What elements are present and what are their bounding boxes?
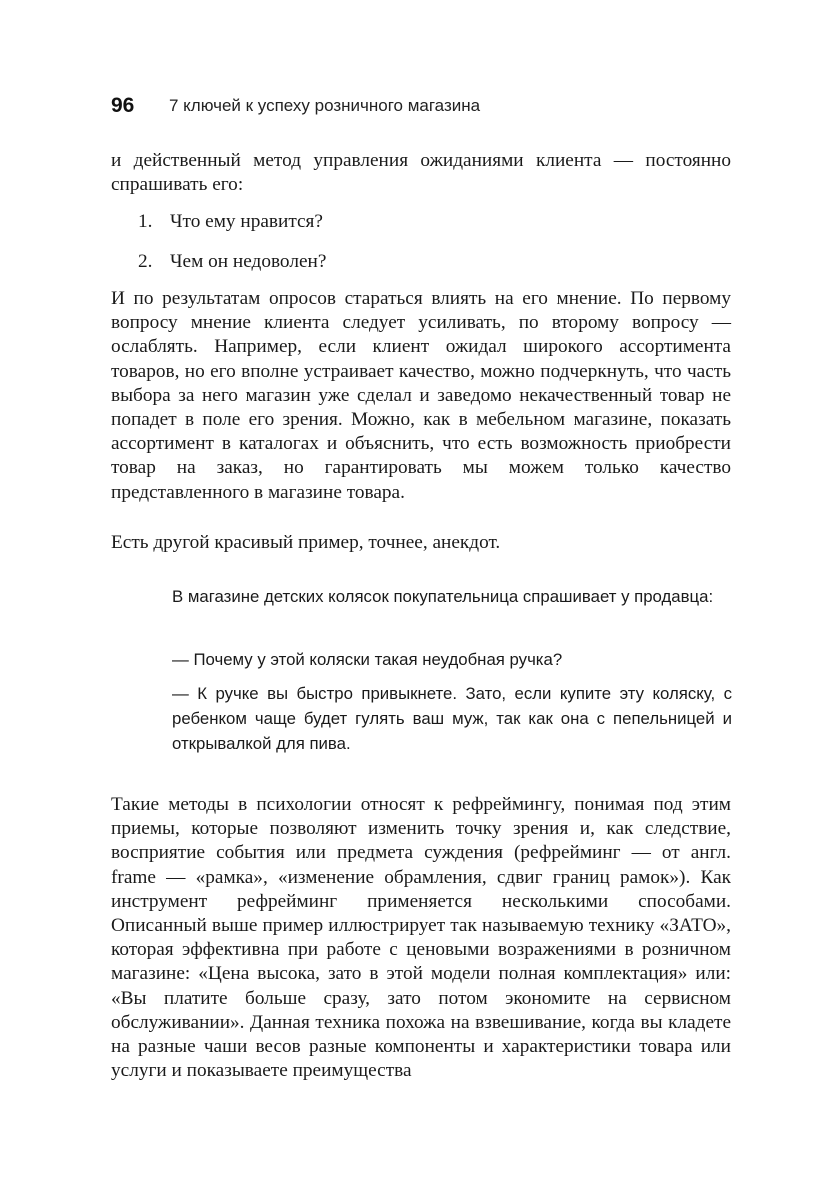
list-item	[138, 251, 326, 275]
running-title: 7 ключей к успеху розничного магазина	[169, 96, 481, 115]
paragraph-intro: и действенный метод управления ожиданиями клиента — постоянно спрашивать его:	[111, 150, 731, 196]
page-header	[111, 94, 731, 124]
paragraph-opinion: И по результатам опросов стараться влиять на его мнение. По первому вопросу мнение клиента следует усиливать, по второму вопросу — ослаблять. Например, если клиент ожидал широкого ассортимента товаров, но его вполне устраивает качество, можно подчеркнуть, что часть выбора за него магазин уже сделал и заведомо некачественный товар не попадет в поле его зрения. Можно, как в мебельном магазине, показать ассортимент в каталогах и объяснить, что есть возможность приобрести товар на заказ, но гарантировать мы можем только качество представленного в магазине товара.	[111, 288, 731, 503]
numbered-list	[138, 211, 326, 291]
list-item-text: Что ему нравится?	[170, 211, 323, 232]
paragraph-anecdote-intro: Есть другой красивый пример, точнее, анекдот.	[111, 532, 501, 553]
page-number: 96	[111, 94, 135, 117]
list-number: 2.	[138, 251, 153, 272]
quote-line-1: В магазине детских колясок покупательница спрашивает у продавца:	[172, 587, 714, 606]
quote-line-2: — Почему у этой коляски такая неудобная ручка?	[172, 650, 563, 669]
quote-line-3: — К ручке вы быстро привыкнете. Зато, если купите эту коляску, с ребенком чаще будет гулять ваш муж, так как она с пепельницей и открывалкой для пива.	[172, 684, 732, 753]
list-number: 1.	[138, 211, 153, 232]
list-item-text: Чем он недоволен?	[170, 251, 327, 272]
list-item	[138, 211, 326, 235]
paragraph-reframing: Такие методы в психологии относят к рефреймингу, понимая под этим приемы, которые позволяют изменить точку зрения и, как следствие, восприятие события или предмета суждения (рефрейминг — от англ. frame — «рамка», «изменение обрамления, сдвиг границ рамок»). Как инструмент рефрейминг применяется несколькими способами. Описанный выше пример иллюстрирует так называемую технику «ЗАТО», которая эффективна при работе с ценовыми возражениями в розничном магазине: «Цена высока, зато в этой модели полная комплектация» или: «Вы платите больше сразу, зато потом экономите на сервисном обслуживании». Данная техника похожа на взвешивание, когда вы кладете на разные чаши весов разные компоненты и характеристики товара или услуги и показываете преимущества	[111, 794, 731, 1082]
